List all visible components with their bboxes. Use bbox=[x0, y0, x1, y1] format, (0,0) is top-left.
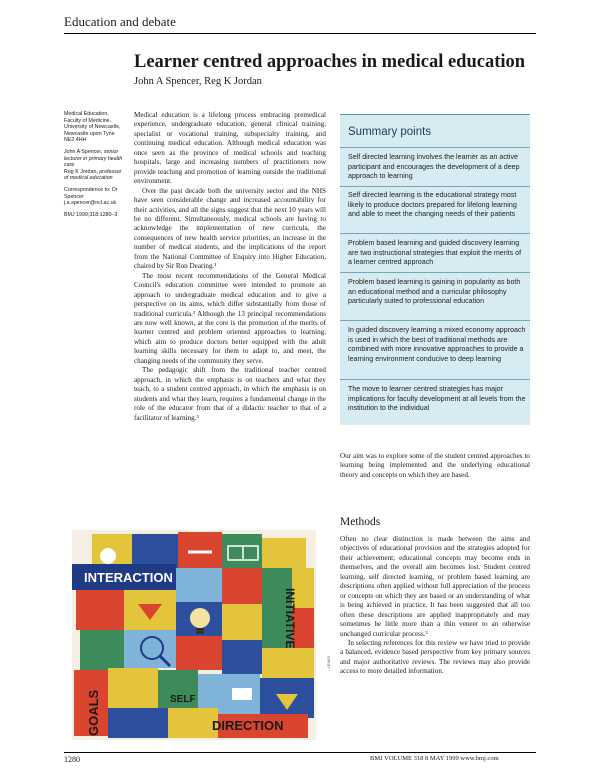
word-initiative: INITIATIVE bbox=[283, 588, 297, 649]
summary-item: Problem based learning and guided discovery learning are two instructional strategies that exploit the merits of a learner centred approach bbox=[348, 239, 522, 266]
computer-icon bbox=[232, 688, 252, 700]
summary-box bbox=[340, 114, 530, 425]
lightbulb-base bbox=[196, 628, 204, 634]
lightbulb-icon bbox=[190, 608, 210, 628]
puzzle-piece bbox=[222, 604, 262, 640]
puzzle-illustration bbox=[62, 524, 324, 746]
methods-heading: Methods bbox=[340, 516, 381, 528]
article-title: Learner centred approaches in medical education bbox=[134, 52, 526, 72]
puzzle-piece bbox=[262, 538, 306, 568]
correspondence: Correspondence to: Dr Spencer j.a.spencer@ncl.ac.uk bbox=[64, 186, 118, 207]
puzzle-piece bbox=[168, 708, 218, 738]
paragraph: In selecting references for this review we have tried to provide a balanced, evidence based perspective from key primary sources and major authoritative reviews. The reviews may also provide access to more detailed information. bbox=[340, 638, 530, 676]
author1-role: senior lecturer in primary health care bbox=[64, 148, 123, 169]
paragraph: Often no clear distinction is made between the aims and objectives of educational provision and the strategies adopted for their achievement; educational concepts may become ends in themselves, and the overall aim becomes lost. Student centred learning, self directed learning, or problem based learning are descriptions often applied without full appreciation of the process or concepts on which they are based or an understanding of what is being achieved in practice. It has been suggested that all too often these descriptions are applied inappropriately and may sometimes be little more than a thin veneer to an otherwise unchanged curricular process.³ bbox=[340, 535, 530, 638]
summary-divider bbox=[340, 233, 530, 234]
paragraph: The pedagogic shift from the traditional teacher centred approach, in which the emphasis is on teachers and what they teach, to a student centred approach, in which the emphasis is on students and what they learn, requires a fundamental change in the role of the educator from that of a didactic teacher to that of a facilitator of learning.³ bbox=[134, 366, 326, 422]
summary-item: Self directed learning involves the learner as an active participant and encourages the development of a deep approach to learning bbox=[348, 153, 520, 180]
puzzle-piece bbox=[262, 648, 314, 678]
summary-divider bbox=[340, 147, 530, 148]
summary-heading: Summary points bbox=[348, 126, 432, 138]
paragraph: Over the past decade both the university sector and the NHS have seen considerable change and increased accountability for their activities, and all the signs suggest that the next 10 years will be no different. Simultaneously, medical schools are having to acknowledge the implementation of new curricula, the consequences of new health service priorities, an increase in the number of medical students, and the implications of the report from the National Committee of Enquiry into Higher Education, chaired by Sir Ron Dearing.¹ bbox=[134, 186, 326, 271]
body-column-1 bbox=[134, 111, 326, 423]
word-goals: GOALS bbox=[86, 689, 101, 736]
puzzle-piece bbox=[132, 534, 178, 568]
puzzle-piece bbox=[222, 640, 262, 674]
summary-divider bbox=[340, 186, 530, 187]
aim-paragraph: Our aim was to explore some of the student centred approaches to learning being implemented and the underlying educational theory and concepts on which they are based. bbox=[340, 452, 530, 479]
puzzle-piece bbox=[108, 708, 168, 738]
word-self: SELF bbox=[170, 694, 196, 705]
page-number: 1280 bbox=[64, 755, 80, 764]
puzzle-piece bbox=[222, 568, 262, 604]
journal-footer: BMJ VOLUME 318 8 MAY 1999 www.bmj.com bbox=[370, 755, 499, 762]
summary-item: The move to learner centred strategies has major implications for faculty development at all levels from the institution to the individual bbox=[348, 385, 526, 412]
puzzle-piece bbox=[176, 568, 222, 602]
summary-divider bbox=[340, 379, 530, 380]
summary-divider bbox=[340, 320, 530, 321]
puzzle-piece bbox=[176, 636, 222, 670]
puzzle-piece bbox=[76, 590, 124, 630]
word-interaction: INTERACTION bbox=[84, 570, 173, 585]
author2-role: professor of medical education bbox=[64, 168, 122, 182]
paragraph: The most recent recommendations of the General Medical Council's education committee were intended to promote an approach to undergraduate medical education and to give a perspective on its aims, which differ substantially from those of traditional curricula.² Although the 13 principal recommendations are now well known, at the core is the promotion of the merits of learner centred and problem oriented approaches to learning, which aim to produce doctors better equipped with the adult learning skills necessary for them to adapt to, and meet, the changing needs of the community they serve. bbox=[134, 271, 326, 365]
header-rule bbox=[64, 33, 536, 34]
affiliation: Medical Education, Faculty of Medicine, University of Newcastle, Newcastle upon Tyne NE2 4HH bbox=[64, 111, 121, 144]
author1-info bbox=[64, 149, 124, 182]
author2-name: Reg K Jordan, bbox=[64, 168, 98, 175]
citation: BMJ 1999;318:1280–3 bbox=[64, 211, 118, 218]
paragraph: Medical education is a lifelong process embracing premedical experience, undergraduate education, general clinical training, specialist or vocational training, subspecialty training, and continuing medical education. Although medical education was once seen as the province of medical schools and teaching hospitals, large and increasing numbers of practitioners now provide teaching and promotion of learning outside the traditional environment. bbox=[134, 111, 326, 186]
author1-name: John A Spencer, bbox=[64, 148, 103, 155]
body-column-2 bbox=[340, 535, 530, 677]
puzzle-piece bbox=[80, 630, 124, 670]
summary-item: Self directed learning is the educational strategy most likely to produce doctors prepared for lifelong learning and able to meet the changing needs of their patients bbox=[348, 191, 517, 218]
head-icon bbox=[100, 548, 116, 564]
summary-item: In guided discovery learning a mixed economy approach is used in which the best of traditional methods are combined with more innovative approaches to provide a learning environment conducive to deep learning bbox=[348, 326, 526, 363]
author-sidebar bbox=[64, 111, 124, 223]
illustration-credit: LEWIS bbox=[326, 656, 331, 669]
footer-rule bbox=[64, 752, 536, 753]
section-title: Education and debate bbox=[64, 14, 176, 29]
article-authors: John A Spencer, Reg K Jordan bbox=[134, 76, 262, 87]
puzzle-piece bbox=[108, 668, 158, 708]
puzzle-piece bbox=[178, 532, 222, 568]
summary-divider bbox=[340, 272, 530, 273]
summary-item: Problem based learning is gaining in popularity as both an educational method and a curricular philosophy particularly suited to professional education bbox=[348, 278, 521, 305]
word-direction: DIRECTION bbox=[212, 718, 284, 733]
